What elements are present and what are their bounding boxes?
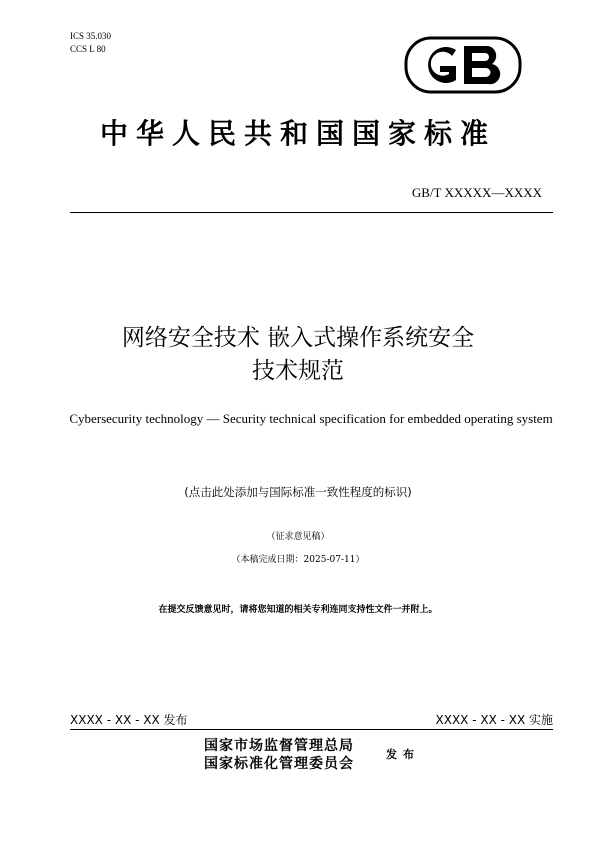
gb-standard-logo	[404, 36, 522, 94]
classification-codes	[70, 30, 111, 56]
ics-code: ICS 35.030	[70, 31, 112, 41]
completion-date: （本稿完成日期：2025-07-11）	[231, 555, 365, 565]
standard-number: GB/T XXXXX—XXXX	[411, 185, 542, 200]
document-title-cn	[0, 322, 596, 388]
header-divider	[70, 212, 553, 213]
document-title-en: Cybersecurity technology — Security technical specification for embedded operating system	[69, 411, 553, 426]
publish-label: 发布	[386, 748, 420, 761]
issue-date: XXXX - XX - XX 发布	[70, 713, 188, 727]
national-standard-title: 中华人民共和国国家标准	[99, 117, 496, 150]
issuing-authorities	[204, 737, 354, 773]
ccs-code: CCS L 80	[70, 44, 106, 54]
footer-divider	[70, 729, 553, 730]
issuer-sac: 国家标准化管理委员会	[204, 756, 354, 772]
title-cn-line1: 网络安全技术 嵌入式操作系统安全	[121, 325, 475, 351]
draft-status: （征求意见稿）	[266, 532, 330, 542]
implementation-date: XXXX - XX - XX 实施	[435, 713, 553, 727]
patent-notice: 在提交反馈意见时，请将您知道的相关专利连同支持性文件一并附上。	[158, 605, 438, 615]
title-cn-line2: 技术规范	[252, 358, 344, 384]
issuer-samr: 国家市场监督管理总局	[204, 738, 354, 754]
intl-consistency-placeholder[interactable]: (点击此处添加与国际标准一致性程度的标识)	[184, 485, 412, 499]
